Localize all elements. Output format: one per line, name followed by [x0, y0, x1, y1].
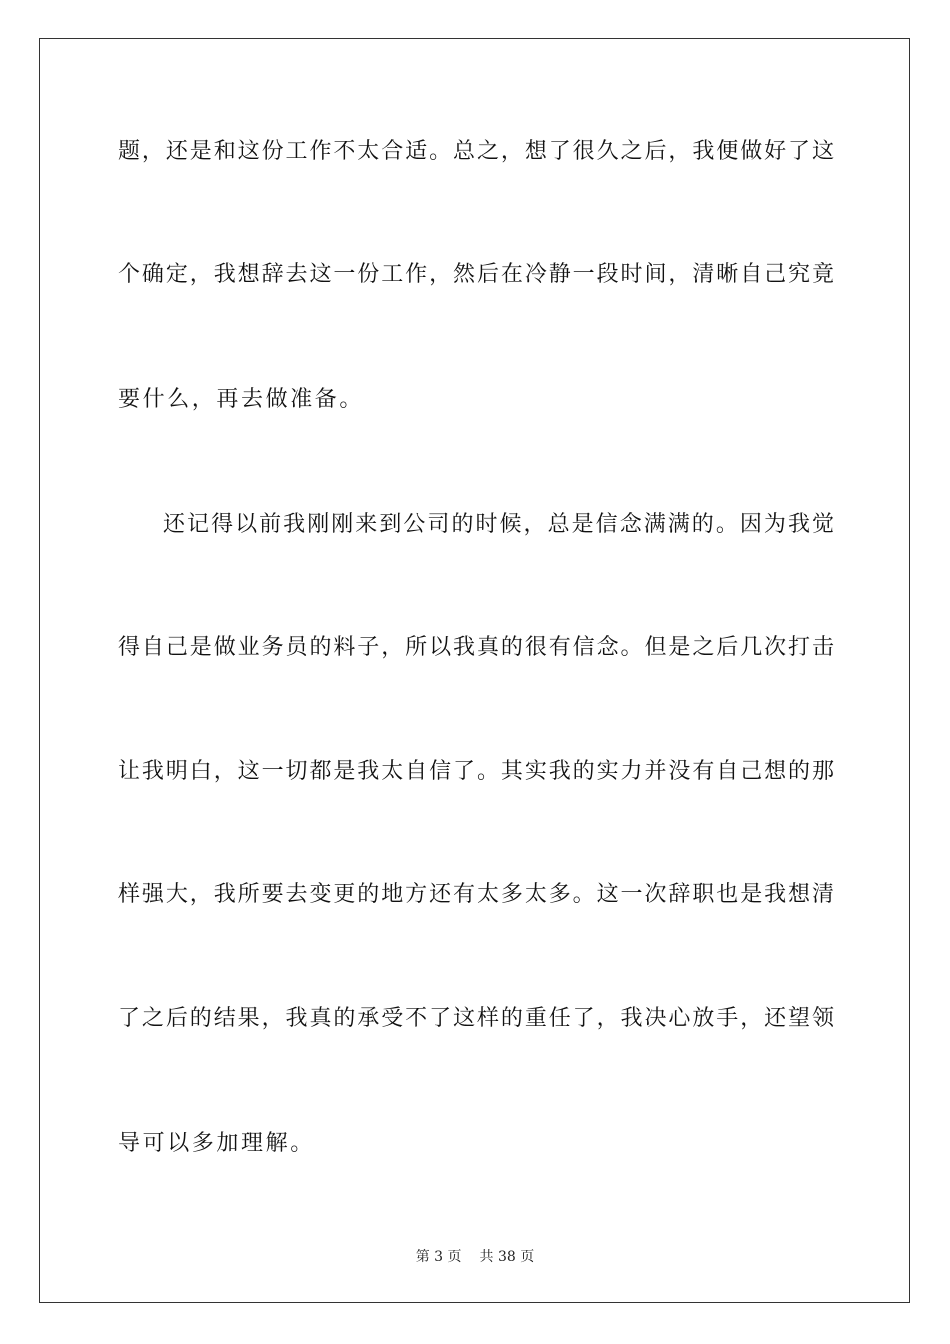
body-text-line: 题，还是和这份工作不太合适。总之，想了很久之后，我便做好了这 [118, 139, 834, 164]
body-text-line: 了之后的结果，我真的承受不了这样的重任了，我决心放手，还望领 [118, 1006, 834, 1031]
body-text-line: 得自己是做业务员的料子，所以我真的很有信念。但是之后几次打击 [118, 635, 834, 660]
body-text-line: 个确定，我想辞去这一份工作，然后在冷静一段时间，清晰自己究竟 [118, 262, 834, 287]
page-number: 第 3 页 [415, 1249, 462, 1265]
body-text-line: 让我明白，这一切都是我太自信了。其实我的实力并没有自己想的那 [118, 759, 834, 784]
body-text-line: 样强大，我所要去变更的地方还有太多太多。这一次辞职也是我想清 [118, 882, 834, 907]
page-footer [0, 1248, 950, 1266]
body-text-line: 导可以多加理解。 [118, 1131, 315, 1156]
body-text-line: 要什么，再去做准备。 [118, 387, 365, 412]
page-frame [39, 38, 910, 1303]
page-total: 共 38 页 [479, 1249, 535, 1265]
body-text-line: 还记得以前我刚刚来到公司的时候，总是信念满满的。因为我觉 [163, 512, 834, 537]
